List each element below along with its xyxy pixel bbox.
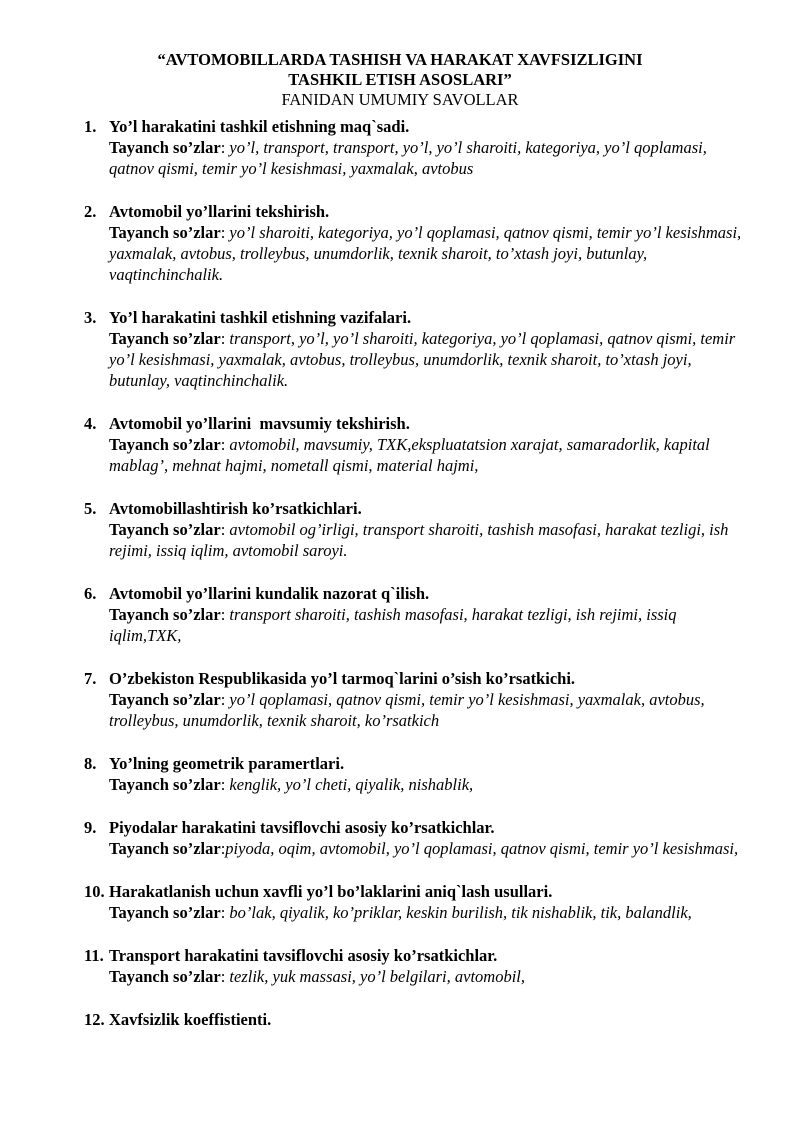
question-title: Yo’l harakatini tashkil etishning maq`sadi. [109,117,410,136]
keywords-text: avtomobil og’irligi, transport sharoiti, tashish masofasi, harakat tezligi, ish rejimi, issiq iqlim, avtomobil saroyi. [109,520,729,560]
keywords-label: Tayanch so’zlar [109,690,221,709]
keywords-label: Tayanch so’zlar [109,903,221,922]
keywords-text: piyoda, oqim, avtomobil, yo’l qoplamasi, qatnov qismi, temir yo’l kesishmasi, [225,839,739,858]
question-number: 12. [84,1010,105,1029]
keywords-separator: : [220,520,230,539]
keywords-text: yo’l sharoiti, kategoriya, yo’l qoplamasi, qatnov qismi, temir yo’l kesishmasi, yaxmalak, avtobus, trolleybus, unumdorlik, texnik sharoit, to’xtash joyi, butunlay, vaqtinchinchalik. [109,223,742,284]
question-number: 3. [84,308,97,327]
question-title: Yo’lning geometrik paramertlari. [109,754,345,773]
question-item [84,1009,744,1030]
question-number: 1. [84,117,97,136]
question-item [84,817,744,859]
question-number: 5. [84,499,97,518]
keywords-label: Tayanch so’zlar [109,329,221,348]
question-title: Harakatlanish uchun xavfli yo’l bo’laklarini aniq`lash usullari. [109,882,553,901]
question-item [84,881,744,923]
question-keywords [109,137,744,179]
keywords-text: tezlik, yuk massasi, yo’l belgilari, avtomobil, [229,967,526,986]
question-keywords [109,519,744,561]
question-item [84,498,744,561]
question-number: 7. [84,669,97,688]
document-title-line-1: “AVTOMOBILLARDA TASHISH VA HARAKAT XAVFSIZLIGINI [157,50,643,69]
question-title: Piyodalar harakatini tavsiflovchi asosiy ko’rsatkichlar. [109,818,495,837]
document-subtitle: FANIDAN UMUMIY SAVOLLAR [281,90,519,109]
question-keywords [109,902,744,923]
question-title: Avtomobil yo’llarini kundalik nazorat q`ilish. [109,584,430,603]
question-item [84,945,744,987]
question-number: 9. [84,818,97,837]
question-title: O’zbekiston Respublikasida yo’l tarmoq`larini o’sish ko’rsatkichi. [109,669,576,688]
title-block [0,50,800,110]
question-keywords [109,434,744,476]
question-item [84,668,744,731]
keywords-separator: : [220,690,230,709]
keywords-separator: : [220,775,230,794]
keywords-text: kenglik, yo’l cheti, qiyalik, nishablik, [229,775,474,794]
keywords-separator: : [220,605,230,624]
question-keywords [109,774,744,795]
question-item [84,753,744,795]
keywords-separator: : [220,329,230,348]
question-keywords [109,966,744,987]
question-title: Avtomobil yo’llarini mavsumiy tekshirish. [109,414,410,433]
keywords-text: transport sharoiti, tashish masofasi, harakat tezligi, ish rejimi, issiq iqlim,TXK, [109,605,677,645]
keywords-label: Tayanch so’zlar [109,223,221,242]
keywords-label: Tayanch so’zlar [109,138,221,157]
question-keywords [109,689,744,731]
keywords-separator: : [220,138,230,157]
keywords-label: Tayanch so’zlar [109,605,221,624]
question-number: 4. [84,414,97,433]
question-keywords [109,604,744,646]
keywords-separator: : [220,435,230,454]
question-keywords [109,838,744,859]
keywords-text: transport, yo’l, yo’l sharoiti, kategoriya, yo’l qoplamasi, qatnov qismi, temir yo’l kesishmasi, yaxmalak, avtobus, trolleybus, unumdorlik, texnik sharoit, to’xtash joyi, butunlay, vaqtinchinchalik. [109,329,736,390]
keywords-label: Tayanch so’zlar [109,435,221,454]
keywords-text: yo’l qoplamasi, qatnov qismi, temir yo’l kesishmasi, yaxmalak, avtobus, trolleybus, unumdorlik, texnik sharoit, ko’rsatkich [109,690,705,730]
keywords-label: Tayanch so’zlar [109,967,221,986]
question-keywords [109,222,744,285]
question-item [84,583,744,646]
question-number: 8. [84,754,97,773]
question-item [84,201,744,285]
question-title: Avtomobillashtirish ko’rsatkichlari. [109,499,362,518]
question-number: 10. [84,882,105,901]
question-title: Transport harakatini tavsiflovchi asosiy ko’rsatkichlar. [109,946,498,965]
keywords-text: bo’lak, qiyalik, ko’priklar, keskin burilish, tik nishablik, tik, balandlik, [229,903,692,922]
question-keywords [109,328,744,391]
question-item [84,413,744,476]
question-title: Yo’l harakatini tashkil etishning vazifalari. [109,308,412,327]
keywords-text: yo’l, transport, transport, yo’l, yo’l sharoiti, kategoriya, yo’l qoplamasi, qatnov qismi, temir yo’l kesishmasi, yaxmalak, avtobus [109,138,707,178]
keywords-text: avtomobil, mavsumiy, TXK,ekspluatatsion xarajat, samaradorlik, kapital mablag’, mehnat hajmi, nometall qismi, material hajmi, [109,435,710,475]
question-title: Avtomobil yo’llarini tekshirish. [109,202,330,221]
keywords-separator: : [220,903,230,922]
question-item [84,307,744,391]
keywords-label: Tayanch so’zlar [109,520,221,539]
question-number: 2. [84,202,97,221]
keywords-separator: : [220,839,226,858]
document-title-line-2: TASHKIL ETISH ASOSLARI” [288,70,512,89]
question-number: 6. [84,584,97,603]
question-list [84,116,744,1052]
question-number: 11. [84,946,104,965]
question-item [84,116,744,179]
question-title: Xavfsizlik koeffistienti. [109,1010,272,1029]
keywords-label: Tayanch so’zlar [109,775,221,794]
keywords-separator: : [220,223,230,242]
keywords-separator: : [220,967,230,986]
keywords-label: Tayanch so’zlar [109,839,221,858]
